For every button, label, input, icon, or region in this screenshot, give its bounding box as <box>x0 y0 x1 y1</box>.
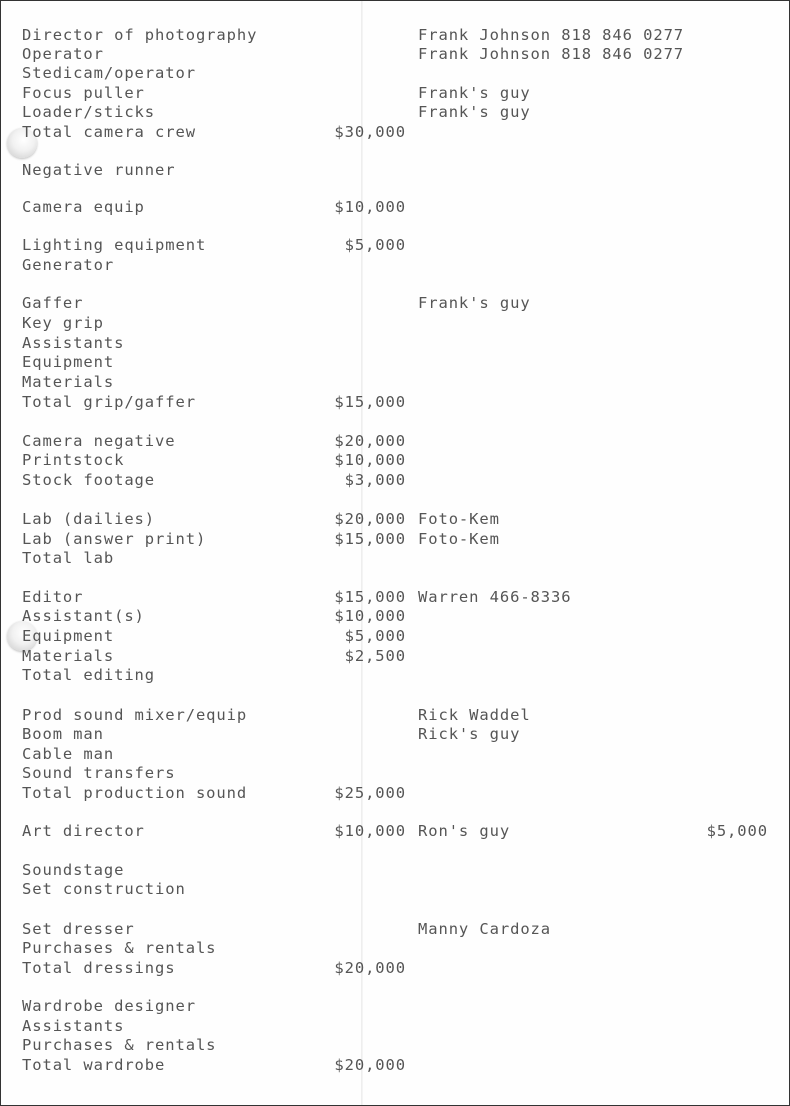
budget-row <box>1 958 790 978</box>
line-item-label: Stedicam/operator <box>22 64 196 82</box>
budget-row <box>1 235 790 255</box>
line-item-amount: $15,000 <box>334 393 406 411</box>
line-item-label: Lighting equipment <box>22 236 207 254</box>
line-item-label: Materials <box>22 647 115 665</box>
budget-row <box>1 102 790 122</box>
line-item-label: Total dressings <box>22 959 176 977</box>
budget-row <box>1 821 790 841</box>
budget-row <box>1 313 790 333</box>
line-item-note: Frank Johnson 818 846 0277 <box>418 26 685 44</box>
budget-row <box>1 879 790 899</box>
budget-row <box>1 587 790 607</box>
budget-row <box>1 860 790 880</box>
budget-row <box>1 938 790 958</box>
budget-row <box>1 1055 790 1075</box>
line-item-label: Negative runner <box>22 161 176 179</box>
budget-row <box>1 470 790 490</box>
budget-row <box>1 333 790 353</box>
budget-row <box>1 744 790 764</box>
budget-row <box>1 44 790 64</box>
line-item-label: Printstock <box>22 451 125 469</box>
budget-row <box>1 919 790 939</box>
line-item-label: Lab (answer print) <box>22 530 207 548</box>
line-item-label: Camera negative <box>22 432 176 450</box>
budget-row <box>1 372 790 392</box>
budget-row <box>1 392 790 412</box>
line-item-amount: $20,000 <box>334 432 406 450</box>
budget-row <box>1 646 790 666</box>
line-item-note: Frank's guy <box>418 84 531 102</box>
line-item-label: Stock footage <box>22 471 156 489</box>
budget-row <box>1 705 790 725</box>
budget-row <box>1 724 790 744</box>
line-item-label: Total grip/gaffer <box>22 393 196 411</box>
budget-row <box>1 1035 790 1055</box>
line-item-label: Prod sound mixer/equip <box>22 706 248 724</box>
line-item-note: Foto-Kem <box>418 510 500 528</box>
line-item-note: Frank Johnson 818 846 0277 <box>418 45 685 63</box>
line-item-note: Frank's guy <box>418 294 531 312</box>
budget-row <box>1 197 790 217</box>
line-item-label: Purchases & rentals <box>22 939 217 957</box>
line-item-amount: $20,000 <box>334 1056 406 1074</box>
line-item-label: Set dresser <box>22 920 135 938</box>
line-item-label: Cable man <box>22 745 115 763</box>
budget-row <box>1 352 790 372</box>
line-item-label: Key grip <box>22 314 104 332</box>
line-item-label: Operator <box>22 45 104 63</box>
line-item-label: Art director <box>22 822 145 840</box>
line-item-label: Total production sound <box>22 784 248 802</box>
budget-row <box>1 529 790 549</box>
budget-row <box>1 606 790 626</box>
line-item-label: Equipment <box>22 627 115 645</box>
line-item-label: Sound transfers <box>22 764 176 782</box>
budget-row <box>1 63 790 83</box>
line-item-label: Loader/sticks <box>22 103 156 121</box>
line-item-amount: $15,000 <box>334 588 406 606</box>
line-item-label: Editor <box>22 588 84 606</box>
budget-row <box>1 665 790 685</box>
line-item-amount: $3,000 <box>344 471 406 489</box>
line-item-amount: $25,000 <box>334 784 406 802</box>
line-item-label: Total camera crew <box>22 123 196 141</box>
line-item-amount: $5,000 <box>344 627 406 645</box>
budget-row <box>1 763 790 783</box>
budget-row <box>1 255 790 275</box>
line-item-note: Frank's guy <box>418 103 531 121</box>
line-item-label: Director of photography <box>22 26 258 44</box>
budget-row <box>1 509 790 529</box>
line-item-amount: $10,000 <box>334 607 406 625</box>
line-item-label: Lab (dailies) <box>22 510 156 528</box>
line-item-label: Assistants <box>22 1017 125 1035</box>
line-item-label: Soundstage <box>22 861 125 879</box>
budget-row <box>1 626 790 646</box>
budget-row <box>1 25 790 45</box>
line-item-amount: $20,000 <box>334 510 406 528</box>
line-item-label: Assistant(s) <box>22 607 145 625</box>
line-item-amount: $15,000 <box>334 530 406 548</box>
line-item-label: Set construction <box>22 880 186 898</box>
budget-row <box>1 450 790 470</box>
line-item-amount: $10,000 <box>334 822 406 840</box>
line-item-amount: $20,000 <box>334 959 406 977</box>
line-item-label: Assistants <box>22 334 125 352</box>
line-item-note: Rick Waddel <box>418 706 531 724</box>
line-item-label: Gaffer <box>22 294 84 312</box>
budget-row <box>1 83 790 103</box>
line-item-label: Focus puller <box>22 84 145 102</box>
budget-row <box>1 160 790 180</box>
line-item-label: Materials <box>22 373 115 391</box>
budget-row <box>1 431 790 451</box>
line-item-note: Rick's guy <box>418 725 521 743</box>
budget-row <box>1 293 790 313</box>
line-item-label: Total wardrobe <box>22 1056 166 1074</box>
line-item-label: Equipment <box>22 353 115 371</box>
line-item-amount: $5,000 <box>344 236 406 254</box>
line-item-amount: $10,000 <box>334 198 406 216</box>
line-item-amount: $10,000 <box>334 451 406 469</box>
line-item-note: Manny Cardoza <box>418 920 552 938</box>
line-item-label: Purchases & rentals <box>22 1036 217 1054</box>
line-item-label: Generator <box>22 256 115 274</box>
budget-row <box>1 548 790 568</box>
line-item-label: Wardrobe designer <box>22 997 196 1015</box>
budget-row <box>1 122 790 142</box>
line-item-extra-amount: $5,000 <box>706 822 768 840</box>
line-item-amount: $2,500 <box>344 647 406 665</box>
budget-row <box>1 1016 790 1036</box>
line-item-label: Total editing <box>22 666 156 684</box>
line-item-amount: $30,000 <box>334 123 406 141</box>
line-item-note: Ron's guy <box>418 822 511 840</box>
line-item-label: Camera equip <box>22 198 145 216</box>
budget-row <box>1 996 790 1016</box>
budget-row <box>1 783 790 803</box>
line-item-note: Warren 466-8336 <box>418 588 572 606</box>
line-item-note: Foto-Kem <box>418 530 500 548</box>
line-item-label: Total lab <box>22 549 115 567</box>
line-item-label: Boom man <box>22 725 104 743</box>
